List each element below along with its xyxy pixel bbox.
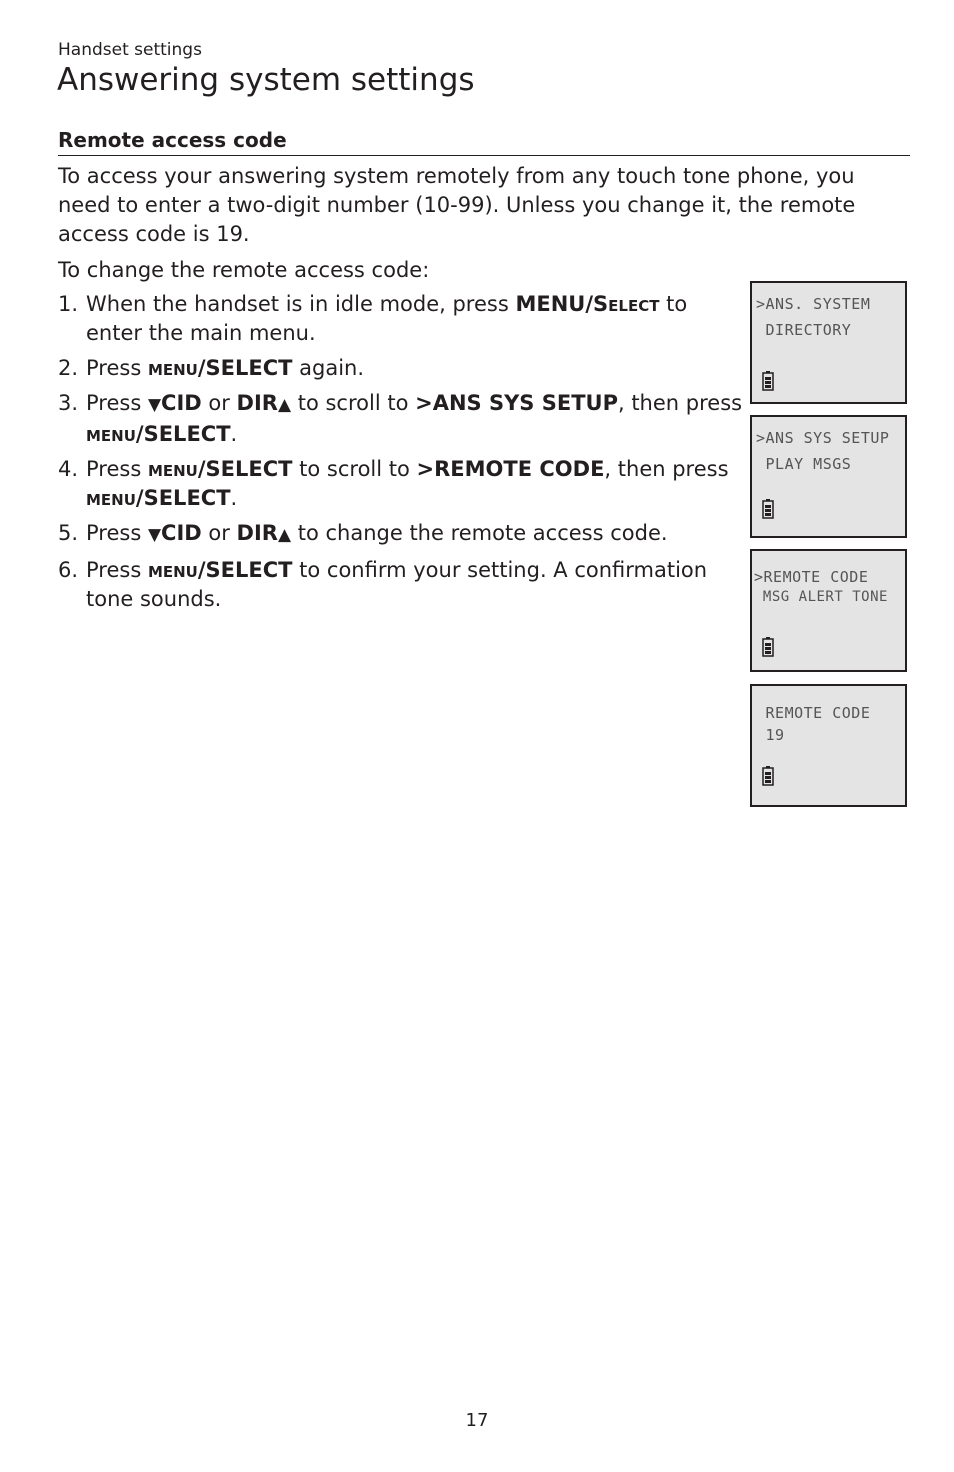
step-3 xyxy=(58,389,748,449)
key-cid: CID xyxy=(161,391,202,415)
step-text: . xyxy=(230,422,238,446)
step-number: 3. xyxy=(58,391,79,415)
key-select: /SELECT xyxy=(197,356,293,380)
lcd-line-2: 19 xyxy=(756,726,785,744)
step-text: to enter the main menu. xyxy=(86,292,688,345)
step-text: Press xyxy=(86,391,148,415)
battery-icon xyxy=(762,371,774,391)
lcd-line-1: >REMOTE CODE xyxy=(754,568,869,586)
intro-paragraph: To access your answering system remotely from any touch tone phone, you need to enter a two-digit number (10-99). Unless you change it, the remote access code is 19. xyxy=(58,164,856,246)
step-number: 1. xyxy=(58,292,79,316)
key-select: /SELECT xyxy=(197,558,293,582)
step-text: or xyxy=(201,521,237,545)
step-number: 6. xyxy=(58,558,79,582)
breadcrumb: Handset settings xyxy=(58,40,202,60)
step-6 xyxy=(58,556,748,614)
lcd-line-2: DIRECTORY xyxy=(756,321,852,339)
down-triangle-icon: ▼ xyxy=(147,525,162,545)
key-select: /SELECT xyxy=(135,486,231,510)
step-5 xyxy=(58,519,748,550)
step-2 xyxy=(58,354,748,383)
step-text: again. xyxy=(292,356,365,380)
step-text: Press xyxy=(86,457,148,481)
lcd-line-1: >ANS SYS SETUP xyxy=(756,429,890,447)
lcd-screen-ans-sys-setup xyxy=(750,415,907,538)
key-select: /SELECT xyxy=(135,422,231,446)
key-dir: DIR xyxy=(236,391,278,415)
step-text: Press xyxy=(86,521,148,545)
step-number: 5. xyxy=(58,521,79,545)
step-text: . xyxy=(230,486,238,510)
key-menu: menu xyxy=(147,356,198,380)
down-triangle-icon: ▼ xyxy=(147,395,162,415)
step-text: to scroll to xyxy=(292,457,417,481)
menu-target: >REMOTE CODE xyxy=(416,457,605,481)
key-menu: menu xyxy=(147,457,198,481)
lcd-line-1: REMOTE CODE xyxy=(756,704,871,722)
page-title: Answering system settings xyxy=(57,62,475,98)
step-text: to scroll to xyxy=(291,391,416,415)
step-text: to change the remote access code. xyxy=(291,521,668,545)
key-select: /SELECT xyxy=(197,457,293,481)
key-cid: CID xyxy=(161,521,202,545)
step-text: When the handset is in idle mode, press xyxy=(86,292,516,316)
battery-icon xyxy=(762,766,774,786)
key-menu-select: MENU/ xyxy=(515,292,594,316)
lcd-line-1: >ANS. SYSTEM xyxy=(756,295,871,313)
steps-list xyxy=(58,290,748,620)
battery-icon xyxy=(762,637,774,657)
step-number: 2. xyxy=(58,356,79,380)
step-text: , then press xyxy=(617,391,743,415)
key-menu: menu xyxy=(147,558,198,582)
step-4 xyxy=(58,455,748,513)
lcd-line-2: MSG ALERT TONE xyxy=(754,589,888,605)
battery-icon xyxy=(762,499,774,519)
step-text: Press xyxy=(86,356,148,380)
key-menu-select-suffix: Select xyxy=(593,292,660,316)
lcd-screen-ans-system xyxy=(750,281,907,404)
lcd-line-2: PLAY MSGS xyxy=(756,455,852,473)
step-text: Press xyxy=(86,558,148,582)
step-text: or xyxy=(201,391,237,415)
up-triangle-icon: ▲ xyxy=(277,525,292,545)
key-menu: menu xyxy=(86,486,136,510)
page-number: 17 xyxy=(465,1410,489,1431)
step-number: 4. xyxy=(58,457,79,481)
up-triangle-icon: ▲ xyxy=(277,395,292,415)
lcd-screen-remote-code-menu xyxy=(750,549,907,672)
step-text: , then press xyxy=(604,457,729,481)
section-heading: Remote access code xyxy=(58,128,910,156)
step-1 xyxy=(58,290,748,348)
key-dir: DIR xyxy=(236,521,278,545)
key-menu: menu xyxy=(86,422,136,446)
step-text: to confirm your setting. A confirmation tone sounds. xyxy=(86,558,708,611)
menu-target: >ANS SYS SETUP xyxy=(415,391,618,415)
lcd-screen-remote-code-value xyxy=(750,684,907,807)
steps-lead-in: To change the remote access code: xyxy=(58,258,430,282)
